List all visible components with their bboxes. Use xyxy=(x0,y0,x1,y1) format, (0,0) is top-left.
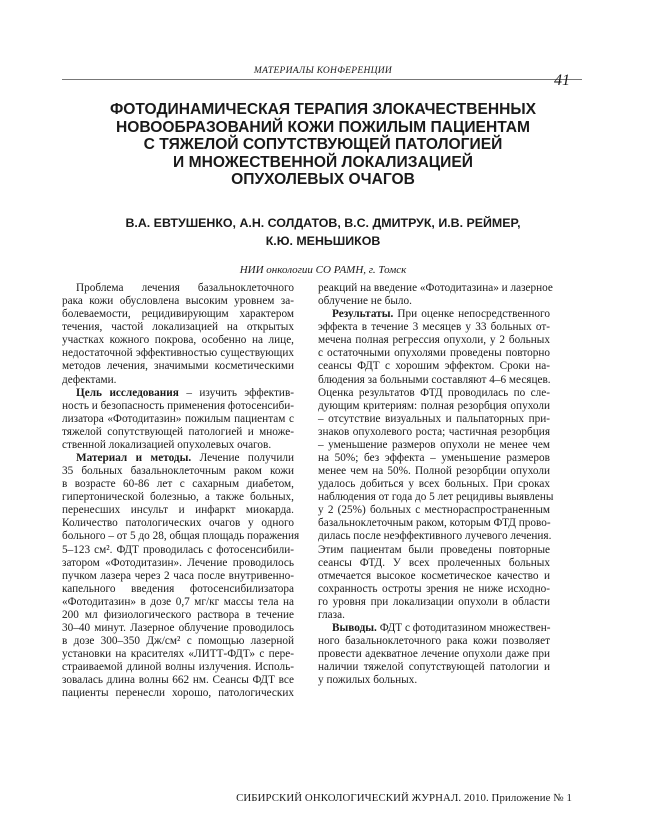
title-line: ФОТОДИНАМИЧЕСКАЯ ТЕРАПИЯ ЗЛОКАЧЕСТВЕННЫХ xyxy=(109,101,537,118)
text-line xyxy=(62,491,294,504)
text-line xyxy=(62,557,294,570)
line-text: тяжелой сопутствующей патологией и множе- xyxy=(62,425,294,438)
text-line xyxy=(62,374,294,387)
text-line xyxy=(318,334,550,347)
line-text: пациенты перенесли хорошо, патологических xyxy=(62,687,294,700)
line-text: Количество патологических очагов у одного xyxy=(62,517,294,530)
line-text: лизатора «Фотодитазин» пожилым пациентам с xyxy=(62,412,294,425)
text-line xyxy=(62,635,294,648)
title-line: И МНОЖЕСТВЕННОЙ ЛОКАЛИЗАЦИЕЙ xyxy=(173,153,473,171)
text-line xyxy=(318,426,550,439)
line-text: пучком лазера через 2 часа после внутривенно- xyxy=(62,569,294,582)
text-line xyxy=(318,530,550,543)
text-line xyxy=(318,347,550,360)
text-line xyxy=(62,622,294,635)
text-line xyxy=(318,282,553,295)
line-text: с остаточными опухолями проведены повторно xyxy=(318,347,550,360)
text-line xyxy=(318,374,550,387)
line-text: на 50%; без эффекта – уменьшение размеров xyxy=(318,452,550,465)
text-line xyxy=(318,648,550,661)
authors-line: К.Ю. МЕНЬШИКОВ xyxy=(265,233,381,248)
text-line xyxy=(318,583,550,596)
line-text: отмечается высокое косметическое качество и xyxy=(318,569,550,582)
line-text: в дозе 300–350 Дж/см² с помощью лазерной xyxy=(62,635,294,648)
title-line: С ТЯЖЕЛОЙ СОПУТСТВУЮЩЕЙ ПАТОЛОГИЕЙ xyxy=(143,136,503,154)
text-line xyxy=(62,609,294,622)
line-text: у 2 (25%) больных с местнораспространенным xyxy=(318,504,550,517)
article-title xyxy=(40,101,606,189)
text-line xyxy=(62,648,294,661)
header-rule xyxy=(62,79,582,80)
line-text: эффекта в течение 3 месяцев у 33 больных от- xyxy=(318,321,550,334)
line-text: гипертонической болезнью, а также больных, xyxy=(62,491,294,504)
text-line xyxy=(62,426,294,439)
line-text: 200 мл физиологического раствора в течение xyxy=(62,608,294,621)
line-text: наличии тяжелой сопутствующей патологии и xyxy=(318,661,550,674)
text-line xyxy=(62,308,294,321)
text-line xyxy=(318,295,550,308)
authors-line: В.А. ЕВТУШЕНКО, А.Н. СОЛДАТОВ, В.С. ДМИТРУК, И.В. РЕЙМЕР, xyxy=(125,216,521,230)
line-text: 35 больных базальноклеточным раком кожи xyxy=(62,465,294,478)
line-text: При оценке непосредственного xyxy=(393,308,550,321)
line-text: 30–40 минут. Лазерное облучение проводилось xyxy=(62,622,294,635)
text-line xyxy=(62,583,294,596)
line-text: Лечение получили xyxy=(191,452,294,465)
text-line xyxy=(62,439,294,452)
text-line xyxy=(318,635,550,648)
page-number: 41 xyxy=(554,72,570,89)
text-line xyxy=(62,347,294,360)
line-text: рака кожи обусловлена высоким уровнем за- xyxy=(62,295,294,308)
text-line xyxy=(62,321,294,334)
line-text: установки на красителях «ЛИТТ-ФДТ» с пере- xyxy=(62,648,294,661)
line-text: ность и безопасность применения фотосенсиби- xyxy=(62,399,295,412)
line-text: мечена полная регрессия опухоли, у 2 больных xyxy=(318,334,550,347)
text-line xyxy=(62,282,294,295)
text-line xyxy=(318,400,550,413)
line-text: страиваемой длиной волны излучения. Исполь- xyxy=(62,661,294,674)
text-line xyxy=(62,570,294,583)
line-text: глаза. xyxy=(318,608,345,621)
text-line xyxy=(318,674,550,687)
line-text: ного базальноклеточного рака кожи позволяет xyxy=(318,635,550,648)
line-text: болеваемости, рецидивирующим характером xyxy=(62,308,294,321)
line-text: менее чем на 50%. Полной резорбции опухоли xyxy=(318,465,550,478)
text-line xyxy=(318,544,550,557)
text-line xyxy=(318,504,550,517)
line-text: капельного введения фотосенсибилизатора xyxy=(62,582,294,595)
text-line xyxy=(318,465,550,478)
line-text: перенесших инсульт и инфаркт миокарда. xyxy=(62,504,294,517)
text-line xyxy=(318,478,550,491)
line-text: участках кожного покрова, особенно на лице, xyxy=(62,334,294,347)
line-text: дилась после неэффективного лучевого лечения. xyxy=(318,530,552,543)
authors xyxy=(40,215,606,250)
paragraph-lead: Выводы. xyxy=(332,622,377,635)
text-line xyxy=(62,387,294,400)
line-text: Этим пациентам были проведены повторные xyxy=(318,543,550,556)
title-line: ОПУХОЛЕВЫХ ОЧАГОВ xyxy=(231,171,415,189)
text-line xyxy=(318,570,550,583)
text-line xyxy=(62,452,294,465)
text-line xyxy=(318,622,550,635)
text-line xyxy=(62,674,294,687)
line-text: в возрасте 60-86 лет с сахарным диабетом, xyxy=(62,478,294,491)
text-line xyxy=(62,544,294,557)
text-line xyxy=(62,465,294,478)
text-line xyxy=(62,687,294,700)
line-text: провести адекватное лечение опухоли даже при xyxy=(318,648,550,661)
line-text: блюдения за больными составляют 4–6 месяцев. xyxy=(318,373,551,386)
line-text: знаков опухолевого роста; частичная резорбция xyxy=(318,425,550,438)
line-text: у пожилых больных. xyxy=(318,674,418,687)
text-line xyxy=(62,596,294,609)
line-text: течения, частой локализацией на открытых xyxy=(62,321,294,334)
line-text: ФДТ с фотодитазином множествен- xyxy=(376,622,551,635)
line-text: 5–123 см². ФДТ проводилась с фотосенсибили- xyxy=(62,543,294,556)
line-text: удалось добиться у всех больных. При сроках xyxy=(318,478,550,491)
text-line xyxy=(62,334,294,347)
journal-footer: СИБИРСКИЙ ОНКОЛОГИЧЕСКИЙ ЖУРНАЛ. 2010. Приложение № 1 xyxy=(236,792,572,804)
text-line xyxy=(318,413,550,426)
line-text: го уровня при локализации опухоли в области xyxy=(318,595,550,608)
line-text: сеансы ФТД. У всех пролеченных больных xyxy=(318,556,550,569)
text-line xyxy=(62,530,300,543)
text-line xyxy=(318,661,550,674)
line-text: методов лечения, значимыми косметическими xyxy=(62,360,294,373)
text-line xyxy=(318,517,550,530)
text-line xyxy=(62,360,294,373)
text-line xyxy=(318,387,550,400)
text-line xyxy=(62,413,294,426)
text-line xyxy=(62,517,294,530)
text-line xyxy=(62,504,294,517)
line-text: Оценка результатов ФТД проводилась по сле- xyxy=(318,386,550,399)
affiliation: НИИ онкологии СО РАМН, г. Томск xyxy=(239,264,407,276)
text-line xyxy=(318,596,550,609)
paragraph-lead: Результаты. xyxy=(332,308,394,321)
title-line: НОВООБРАЗОВАНИЙ КОЖИ ПОЖИЛЫМ ПАЦИЕНТАМ xyxy=(115,118,531,136)
line-text: сеансы ФДТ с хорошим эффектом. Сроки на- xyxy=(318,360,550,373)
paragraph-lead: Материал и методы. xyxy=(76,452,192,465)
line-text: зовалась длина волны 662 нм. Сеансы ФДТ все xyxy=(62,674,294,687)
text-line xyxy=(318,491,554,504)
line-text: базальноклеточным раком, которым ФТД прово- xyxy=(318,517,551,530)
line-text: дефектами. xyxy=(62,373,117,386)
text-line xyxy=(318,452,550,465)
text-line xyxy=(318,557,550,570)
line-text: недостаточной эффективностью существующих xyxy=(62,347,294,360)
line-text: облучение не было. xyxy=(318,295,412,308)
text-line xyxy=(62,400,294,413)
section-header: МАТЕРИАЛЫ КОНФЕРЕНЦИИ xyxy=(253,66,393,76)
text-line xyxy=(318,360,550,373)
line-text: затором «Фотодитазин». Лечение проводилось xyxy=(62,556,294,569)
line-text: больного – от 5 до 28, общая площадь поражения xyxy=(62,530,300,543)
text-line xyxy=(318,439,550,452)
text-line xyxy=(62,478,294,491)
text-line xyxy=(62,295,294,308)
paragraph-lead: Цель исследования xyxy=(76,386,179,399)
line-text: – уменьшение размеров опухоли не менее чем xyxy=(318,438,550,451)
right-column xyxy=(318,282,554,687)
line-text: – отсутствие визуальных и пальпаторных при- xyxy=(318,412,550,425)
line-text: ственной локализацией опухолевых очагов. xyxy=(62,438,272,451)
line-text: – изучить эффектив- xyxy=(178,386,294,399)
line-text: дующим критериям: полная резорбция опухоли xyxy=(318,399,550,412)
line-text: реакций на введение «Фотодитазина» и лазерное xyxy=(318,282,553,294)
text-line xyxy=(318,609,550,622)
text-line xyxy=(62,661,294,674)
line-text: наблюдения от года до 5 лет рецидивы выявлены xyxy=(318,491,554,504)
left-column xyxy=(62,282,300,701)
text-line xyxy=(318,308,550,321)
line-text: Проблема лечения базальноклеточного xyxy=(76,282,294,294)
line-text: «Фотодитазин» в дозе 0,7 мг/кг массы тела на xyxy=(62,595,294,608)
line-text: сохранность остроты зрения не ниже исходно- xyxy=(318,582,550,595)
text-line xyxy=(318,321,550,334)
